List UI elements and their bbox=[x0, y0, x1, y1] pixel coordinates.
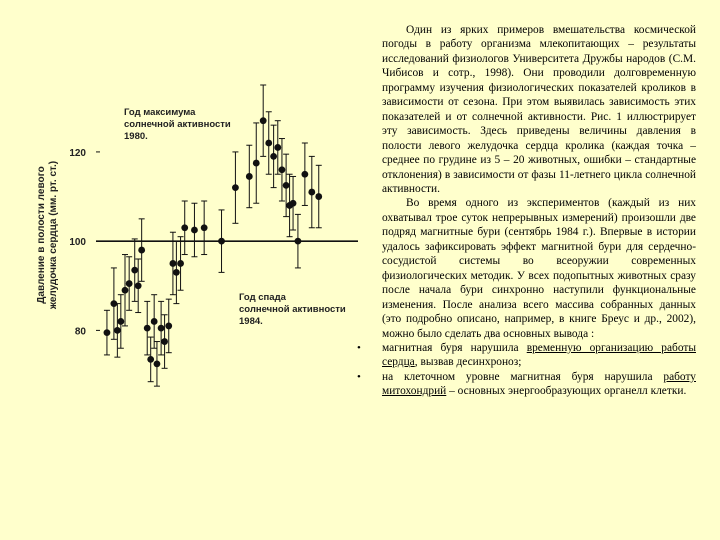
data-point bbox=[117, 318, 124, 325]
data-point bbox=[283, 182, 290, 189]
data-point bbox=[181, 224, 188, 231]
data-point bbox=[138, 247, 145, 254]
data-point bbox=[170, 260, 177, 267]
conclusion-1 bbox=[357, 341, 696, 370]
conclusion-1-text: магнитная буря нарушила bbox=[382, 341, 527, 354]
data-point bbox=[290, 200, 297, 207]
conclusion-2 bbox=[357, 370, 696, 399]
data-point bbox=[308, 189, 315, 196]
data-point bbox=[301, 171, 308, 178]
y-tick-label: 80 bbox=[74, 326, 86, 338]
bullet-icon: • bbox=[357, 341, 361, 354]
data-point bbox=[122, 287, 129, 294]
chart-svg bbox=[30, 85, 360, 395]
annotation-min-line-2: солнечной активности bbox=[239, 304, 346, 315]
data-point bbox=[274, 144, 281, 151]
data-point bbox=[165, 323, 172, 330]
chart bbox=[30, 85, 360, 395]
y-axis-title-line-2: желудочка сердца (мм. рт. ст.) bbox=[48, 160, 59, 310]
data-point bbox=[253, 160, 260, 167]
data-point bbox=[161, 338, 168, 345]
data-point bbox=[173, 269, 180, 276]
data-point bbox=[104, 329, 111, 336]
paragraph-2: Во время одного из экспериментов (каждый из них охватывал трое суток непрерывных измерений) произошли две подряд магнитные бури (сентябрь 1984 г.). Впервые в истории удалось зафиксировать эффект магнитной бури для сердечно-сосудистой системы во всеоружии современных физиологических методик. У всех подопытных животных сразу после начала бури синхронно наступили функциональные изменения. После анализа всего массива собранных данных (это подробно описано, например, в книге Бреус и др., 2002), можно было сделать два основных вывода : bbox=[382, 197, 696, 340]
data-point bbox=[246, 173, 253, 180]
data-point bbox=[201, 224, 208, 231]
data-point bbox=[270, 153, 277, 160]
data-point bbox=[232, 184, 239, 191]
data-point bbox=[295, 238, 302, 245]
conclusion-2-tail: – основных энергообразующих органелл клетки. bbox=[446, 385, 687, 398]
data-point bbox=[158, 325, 165, 332]
data-point bbox=[144, 325, 151, 332]
conclusions-list bbox=[357, 341, 696, 399]
annotation-min-line-3: 1984. bbox=[239, 316, 263, 327]
conclusion-1-tail: , вызвав десинхроноз; bbox=[414, 356, 522, 369]
data-point bbox=[151, 318, 158, 325]
y-tick-label: 100 bbox=[69, 237, 86, 249]
data-point bbox=[131, 267, 138, 274]
data-point bbox=[126, 280, 133, 287]
data-point bbox=[218, 238, 225, 245]
paragraph-1: Один из ярких примеров вмешательства космической погоды в работу организма млекопитающих – результаты исследований физиологов Университета Дружбы народов (С.М. Чибисов и сотр., 1998). Они проводили долговременную программу изучения физиологических показателей кроликов в зависимости от сезона. При этом выявилась зависимость этих показателей и от солнечной активности. Рис. 1 иллюстрирует эту зависимость. Здесь приведены величины давления в полости левого желудочка сердца кролика (каждая точка – среднее по грудине из 5 – 20 животных, ошибки – стандартные отклонения) в зависимости от фазы 11-летнего цикла солнечной активности. bbox=[382, 24, 696, 195]
data-point bbox=[177, 260, 184, 267]
data-point bbox=[279, 166, 286, 173]
y-axis-title-line-1: Давление в полости левого bbox=[36, 166, 47, 304]
data-point bbox=[315, 193, 322, 200]
conclusion-2-text: на клеточном уровне магнитная буря нарушила bbox=[382, 370, 664, 383]
data-point bbox=[260, 117, 267, 124]
y-tick-label: 120 bbox=[69, 147, 86, 159]
data-point bbox=[265, 140, 272, 147]
annotation-max-line-2: солнечной активности bbox=[124, 119, 231, 130]
data-point bbox=[135, 282, 142, 289]
annotation-min-line-1: Год спада bbox=[239, 292, 286, 303]
data-point bbox=[147, 356, 154, 363]
conclusion-1-link[interactable]: временную организацию работы сердца bbox=[382, 341, 696, 369]
data-point bbox=[154, 360, 161, 367]
data-point bbox=[191, 227, 198, 234]
bullet-icon: • bbox=[357, 370, 361, 383]
data-point bbox=[114, 327, 121, 334]
annotation-max-line-3: 1980. bbox=[124, 131, 148, 142]
annotation-max-line-1: Год максимума bbox=[124, 107, 196, 118]
conclusion-2-link[interactable]: работу митохондрий bbox=[382, 370, 696, 398]
text-column bbox=[357, 23, 696, 399]
